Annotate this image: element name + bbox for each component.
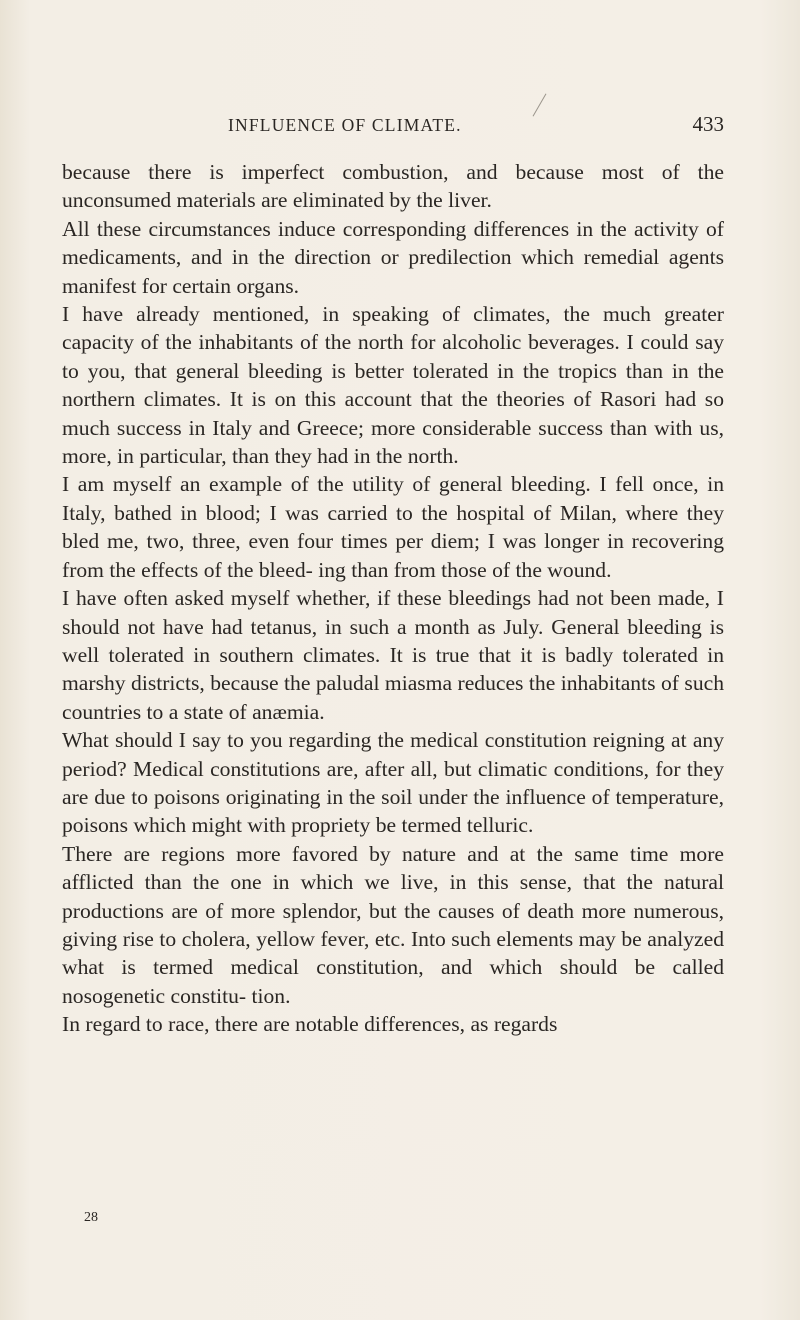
paragraph-5: I have often asked myself whether, if these bleedings had not been made, I should not have had tetanus, in such a month as July. General bleeding is well tolerated in southern climates. It is true that it is badly tolerated in marshy districts, because the paludal miasma reduces the inhabitants of such countries to a state of anæmia. — [62, 586, 724, 724]
paragraph-4: I am myself an example of the utility of general bleeding. I fell once, in Italy, bathed in blood; I was carried to the hospital of Milan, where they bled me, two, three, even four times per diem; I was longer in recovering from the effects of the bleed- ing than from those of the wound. — [62, 472, 724, 582]
paragraph-8: In regard to race, there are notable differences, as regards — [62, 1012, 558, 1037]
page-number: 433 — [692, 112, 724, 136]
running-head: INFLUENCE OF CLIMATE. — [228, 115, 462, 135]
paragraph-7: There are regions more favored by nature and at the same time more afflicted than the one in which we live, in this sense, that the natural productions are of more splendor, but the causes of death more numerous, giving rise to cholera, yellow fever, etc. Into such elements may be analyzed what is termed medical constitution, and which should be called nosogenetic constitu- tion. — [62, 841, 724, 1008]
page-header — [228, 112, 724, 141]
paragraph-6: What should I say to you regarding the medical constitution reigning at any period? Medical constitutions are, after all, but climatic conditions, for they are due to poisons originating in the soil under the influence of temperature, poisons which might with propriety be termed telluric. — [62, 728, 724, 838]
paragraph-3: I have already mentioned, in speaking of climates, the much greater capacity of the inhabitants of the north for alcoholic beverages. I could say to you, that general bleeding is better tolerated in the tropics than in the northern climates. It is on this account that the theories of Rasori had so much success in Italy and Greece; more considerable success than with us, more, in particular, than they had in the north. — [62, 302, 724, 469]
paragraph-1: because there is imperfect combustion, and because most of the unconsumed materials are eliminated by the liver. — [62, 160, 724, 213]
pencil-mark — [533, 93, 547, 116]
paragraph-2: All these circumstances induce corresponding differences in the activity of medicaments, and in the direction or predilection which remedial agents manifest for certain organs. — [62, 216, 724, 298]
signature-mark: 28 — [84, 1210, 98, 1225]
body-text — [62, 158, 724, 1039]
